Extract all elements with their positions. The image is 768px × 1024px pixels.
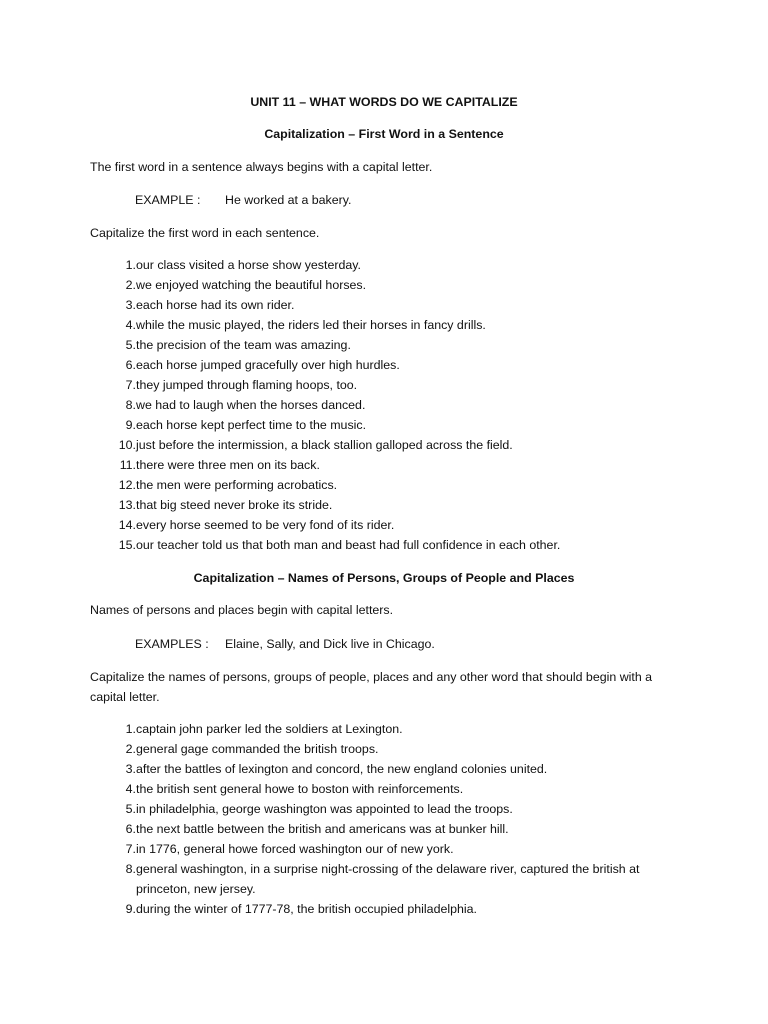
list-item-number: 13. bbox=[118, 498, 136, 512]
list-item-number: 15. bbox=[118, 538, 136, 552]
list-item bbox=[90, 375, 690, 395]
list-item-text: during the winter of 1777-78, the british occupied philadelphia. bbox=[136, 902, 477, 916]
list-item-text: after the battles of lexington and concord, the new england colonies united. bbox=[136, 762, 548, 776]
list-item bbox=[90, 295, 690, 315]
example-label: EXAMPLE : bbox=[135, 193, 201, 207]
section1-rule: The first word in a sentence always begins with a capital letter. bbox=[90, 160, 433, 174]
list-item-text: the men were performing acrobatics. bbox=[136, 478, 338, 492]
example-label: EXAMPLES : bbox=[135, 637, 209, 651]
list-item-text: in 1776, general howe forced washington our of new york. bbox=[136, 842, 454, 856]
list-item-text: captain john parker led the soldiers at Lexington. bbox=[136, 722, 403, 736]
list-item bbox=[90, 275, 690, 295]
section2-example bbox=[135, 634, 695, 654]
list-item-number: 4. bbox=[125, 318, 136, 332]
list-item bbox=[90, 779, 690, 799]
example-text: He worked at a bakery. bbox=[225, 193, 352, 207]
list-item-number: 9. bbox=[125, 902, 136, 916]
list-item-number: 11. bbox=[119, 458, 136, 472]
list-item-text: there were three men on its back. bbox=[136, 458, 320, 472]
list-item-text: our teacher told us that both man and beast had full confidence in each other. bbox=[136, 538, 561, 552]
unit-title: UNIT 11 – WHAT WORDS DO WE CAPITALIZE bbox=[250, 95, 518, 109]
list-item bbox=[90, 255, 690, 275]
list-item-number: 3. bbox=[125, 298, 136, 312]
list-item-text: while the music played, the riders led their horses in fancy drills. bbox=[136, 318, 486, 332]
list-item bbox=[90, 395, 690, 415]
list-item bbox=[90, 435, 690, 455]
list-item-number: 2. bbox=[125, 742, 136, 756]
list-item bbox=[90, 355, 690, 375]
list-item-number: 1. bbox=[125, 258, 136, 272]
list-item-text: they jumped through flaming hoops, too. bbox=[136, 378, 358, 392]
list-item-number: 7. bbox=[125, 842, 136, 856]
section1-example bbox=[135, 190, 695, 210]
list-item-text: our class visited a horse show yesterday. bbox=[136, 258, 361, 272]
section1-list bbox=[90, 255, 690, 555]
list-item-number: 3. bbox=[125, 762, 136, 776]
list-item-number: 10. bbox=[118, 438, 136, 452]
list-item bbox=[90, 455, 690, 475]
list-item-number: 2. bbox=[125, 278, 136, 292]
list-item-text: we had to laugh when the horses danced. bbox=[136, 398, 366, 412]
list-item-number: 9. bbox=[125, 418, 136, 432]
list-item-text: we enjoyed watching the beautiful horses. bbox=[136, 278, 367, 292]
list-item-number: 7. bbox=[125, 378, 136, 392]
list-item bbox=[90, 515, 690, 535]
list-item bbox=[90, 759, 690, 779]
list-item bbox=[90, 535, 690, 555]
list-item-number: 6. bbox=[125, 822, 136, 836]
list-item bbox=[90, 415, 690, 435]
list-item bbox=[90, 799, 690, 819]
list-item-text: in philadelphia, george washington was appointed to lead the troops. bbox=[136, 802, 513, 816]
list-item bbox=[90, 899, 690, 919]
list-item-text: each horse kept perfect time to the music. bbox=[136, 418, 367, 432]
list-item bbox=[90, 719, 690, 739]
list-item-number: 12. bbox=[118, 478, 136, 492]
list-item bbox=[90, 839, 690, 859]
list-item bbox=[90, 819, 690, 839]
section2-heading: Capitalization – Names of Persons, Groups of People and Places bbox=[193, 571, 575, 585]
section1-heading: Capitalization – First Word in a Sentence bbox=[264, 127, 504, 141]
list-item-text: just before the intermission, a black stallion galloped across the field. bbox=[136, 438, 513, 452]
list-item-number: 4. bbox=[125, 782, 136, 796]
list-item-text: each horse jumped gracefully over high hurdles. bbox=[136, 358, 400, 372]
list-item bbox=[90, 859, 690, 899]
list-item-number: 5. bbox=[125, 338, 136, 352]
list-item bbox=[90, 335, 690, 355]
list-item bbox=[90, 315, 690, 335]
list-item-text: every horse seemed to be very fond of its rider. bbox=[136, 518, 395, 532]
example-text: Elaine, Sally, and Dick live in Chicago. bbox=[225, 637, 435, 651]
list-item-text: the precision of the team was amazing. bbox=[136, 338, 351, 352]
list-item-text: each horse had its own rider. bbox=[136, 298, 295, 312]
section2-instruction: Capitalize the names of persons, groups of people, places and any other word that should begin with a capital letter. bbox=[90, 670, 653, 704]
list-item-text: general gage commanded the british troops. bbox=[136, 742, 379, 756]
list-item-number: 5. bbox=[125, 802, 136, 816]
list-item bbox=[90, 495, 690, 515]
list-item-number: 8. bbox=[125, 862, 136, 876]
list-item-number: 14. bbox=[118, 518, 136, 532]
list-item-number: 1. bbox=[125, 722, 136, 736]
list-item bbox=[90, 475, 690, 495]
list-item-text: general washington, in a surprise night-crossing of the delaware river, captured the british at princeton, new jersey. bbox=[136, 862, 640, 896]
section2-list bbox=[90, 719, 690, 919]
list-item-number: 8. bbox=[125, 398, 136, 412]
list-item-text: the british sent general howe to boston with reinforcements. bbox=[136, 782, 464, 796]
list-item-text: that big steed never broke its stride. bbox=[136, 498, 333, 512]
list-item-text: the next battle between the british and americans was at bunker hill. bbox=[136, 822, 509, 836]
list-item bbox=[90, 739, 690, 759]
section1-instruction: Capitalize the first word in each sentence. bbox=[90, 226, 320, 240]
list-item-number: 6. bbox=[125, 358, 136, 372]
section2-rule: Names of persons and places begin with capital letters. bbox=[90, 603, 394, 617]
